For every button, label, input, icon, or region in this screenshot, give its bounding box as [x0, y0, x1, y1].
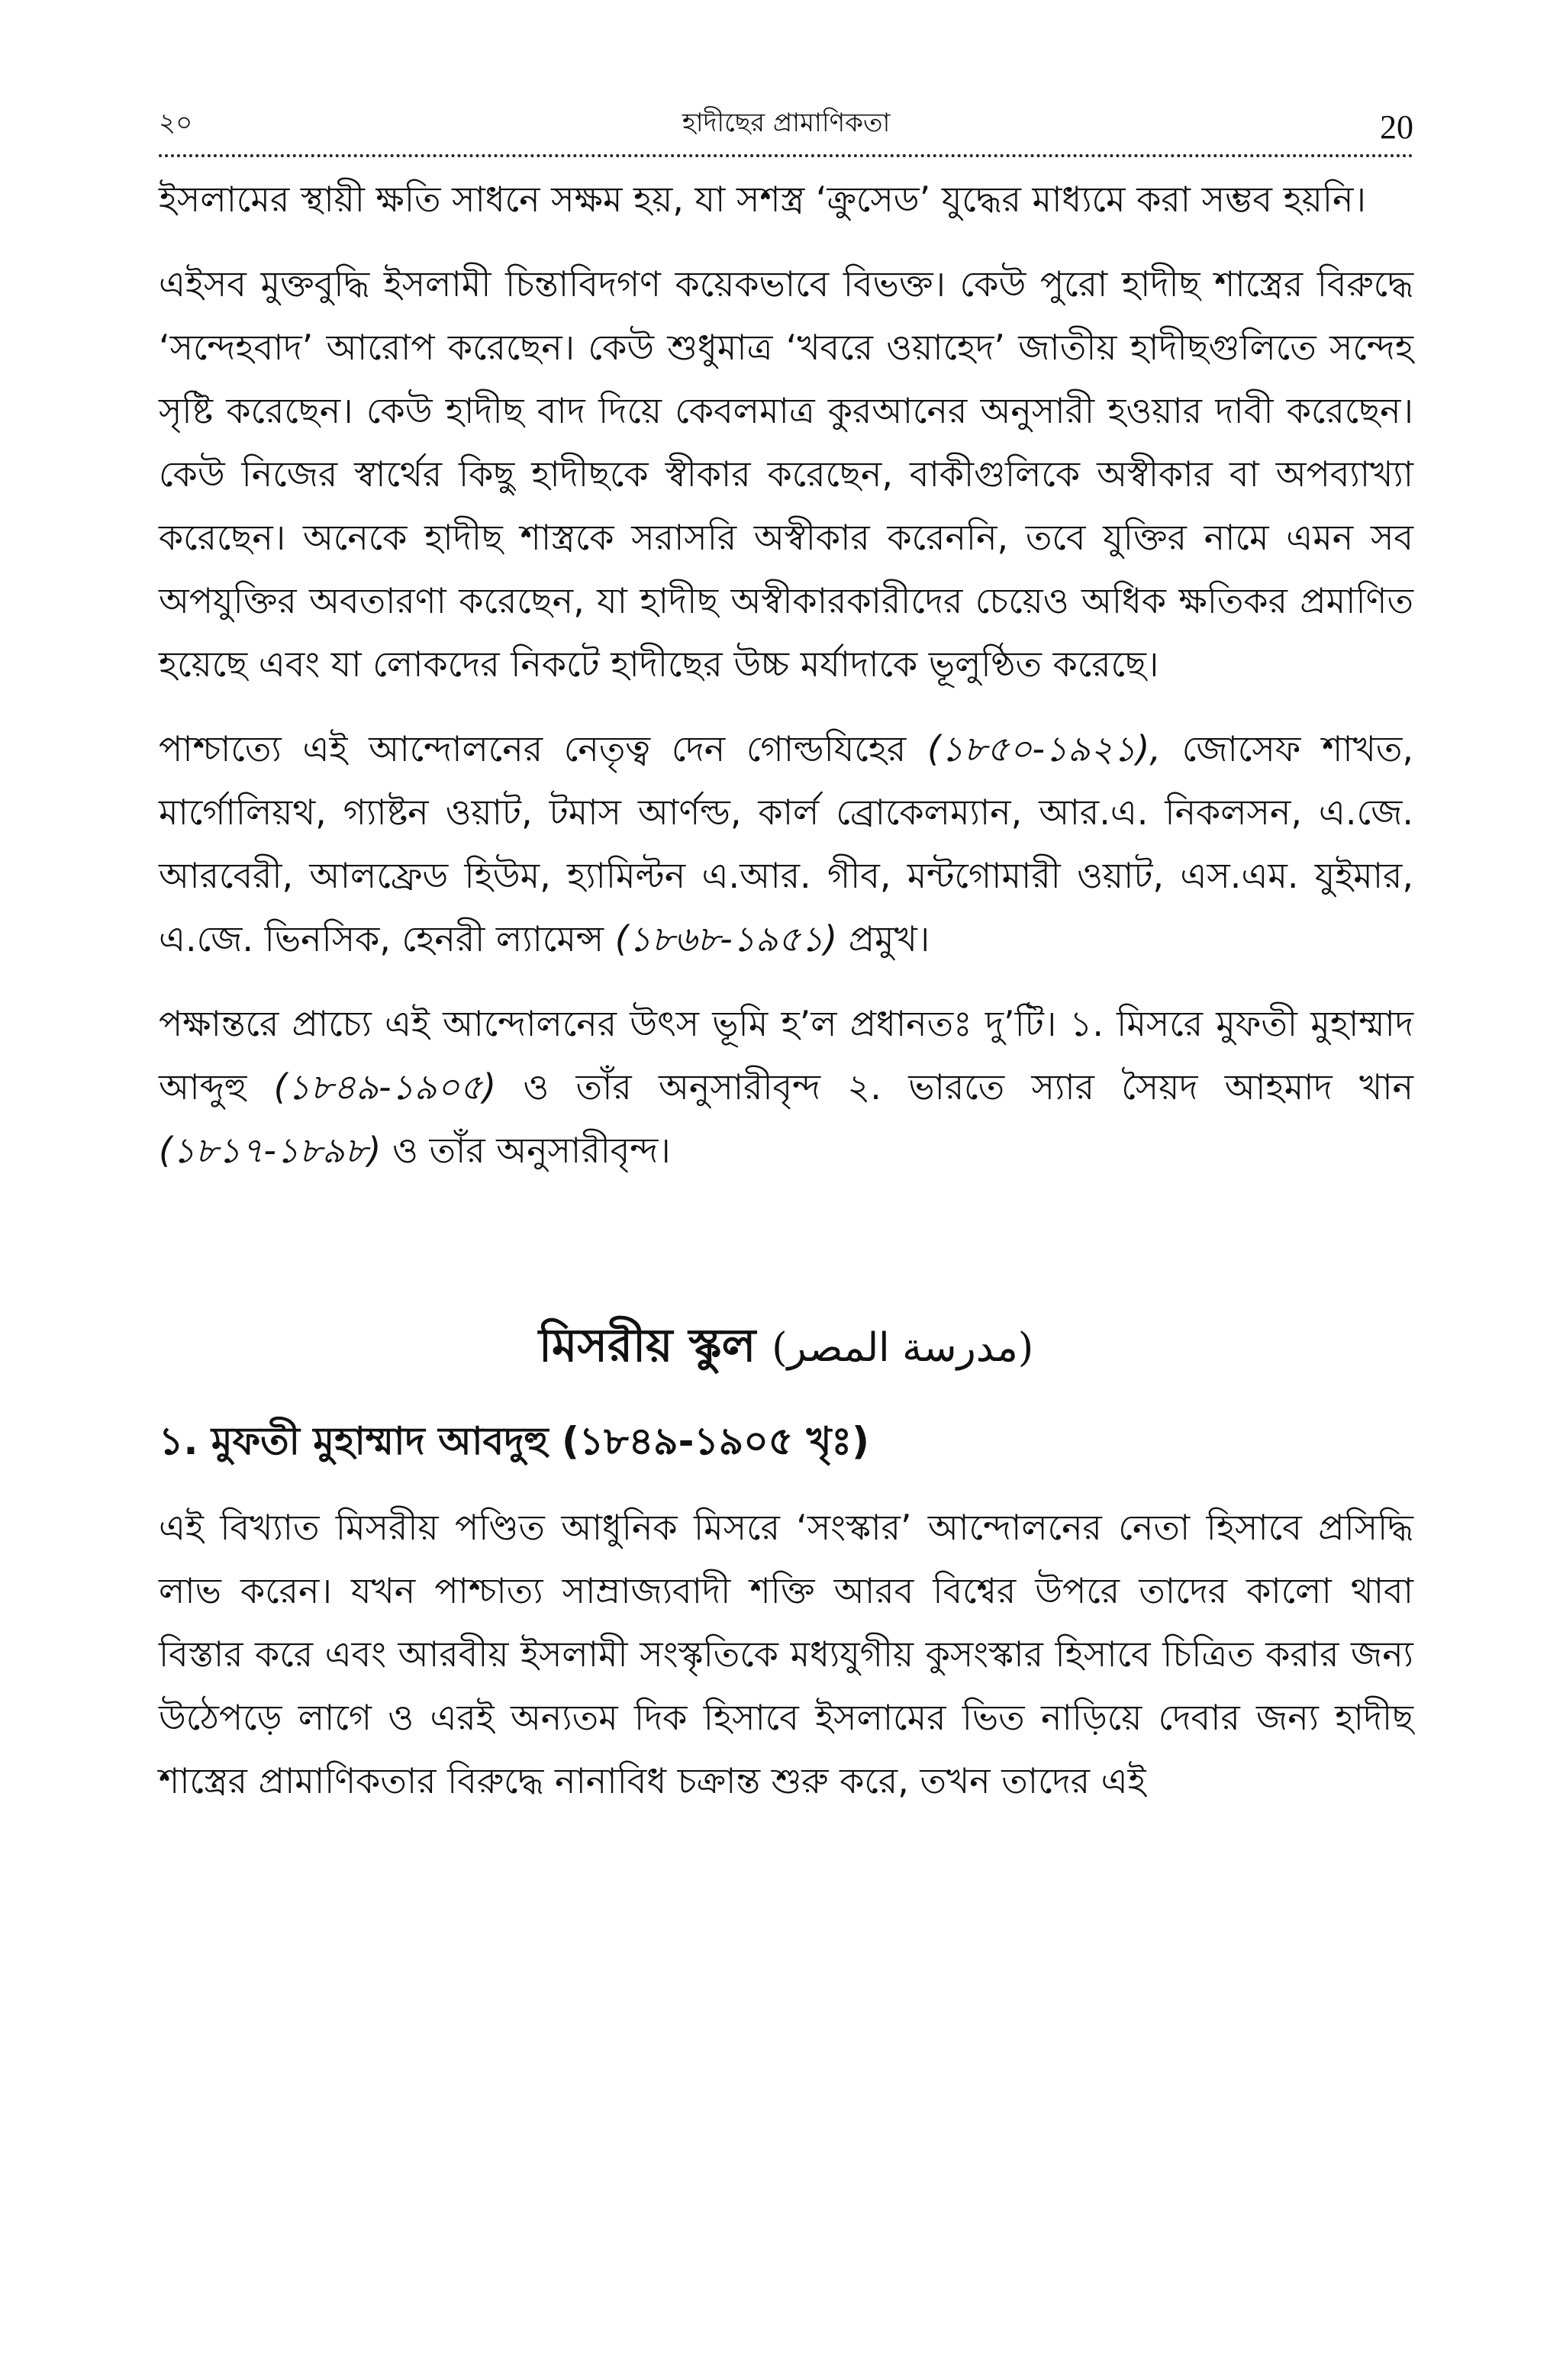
section-title-bengali: মিসরীয় স্কুল [538, 1319, 756, 1372]
running-header [159, 92, 1413, 147]
paragraph-3-text-b: জোসেফ শাখত, মার্গোলিয়থ, গ্যাষ্টন ওয়াট, টমাস আর্ণল্ড, কার্ল ব্রোকেলম্যান, আর.এ. নিকলসন, এ.জে. আরবেরী, আলফ্রেড হিউম, হ্যামিল্টন এ.আর. গীব, মন্টগোমারী ওয়াট, এস.এম. যুইমার, এ.জে. ভিনসিক, হেনরী ল্যামেন্স [159, 728, 1413, 959]
page-number: 20 [1379, 108, 1413, 146]
paragraph-3 [159, 718, 1413, 971]
paragraph-4 [159, 992, 1413, 1182]
running-title: হাদীছের প্রামাণিকতা [682, 108, 891, 138]
paragraph-4-text-c: ও তাঁর অনুসারীবৃন্দ। [381, 1130, 671, 1171]
abduh-dates: (১৮৪৯-১৯০৫) [273, 1066, 497, 1108]
sub-heading: ১. মুফতী মুহাম্মাদ আবদুহু (১৮৪৯-১৯০৫ খৃঃ) [159, 1419, 869, 1463]
paragraph-3-text-a: পাশ্চাত্যে এই আন্দোলনের নেতৃত্ব দেন গোল্ডযিহের [159, 728, 927, 769]
section-title [159, 1311, 1413, 1387]
page-number-bengali: ২০ [159, 108, 193, 138]
paragraph-5: এই বিখ্যাত মিসরীয় পণ্ডিত আধুনিক মিসরে ‘সংস্কার’ আন্দোলনের নেতা হিসাবে প্রসিদ্ধি লাভ করেন। যখন পাশ্চাত্য সাম্রাজ্যবাদী শক্তি আরব বিশ্বের উপরে তাদের কালো থাবা বিস্তার করে এবং আরবীয় ইসলামী সংস্কৃতিকে মধ্যযুগীয় কুসংস্কার হিসাবে চিত্রিত করার জন্য উঠেপড়ে লাগে ও এরই অন্যতম দিক হিসাবে ইসলামের ভিত নাড়িয়ে দেবার জন্য হাদীছ শাস্ত্রের প্রামাণিকতার বিরুদ্ধে নানাবিধ চক্রান্ত শুরু করে, তখন তাদের এই [159, 1507, 1413, 1801]
lammens-dates: (১৮৬৮-১৯৫১) [614, 918, 838, 959]
paragraph-4-text-b: ও তাঁর অনুসারীবৃন্দ ২. ভারতে স্যার সৈয়দ আহমাদ খান [496, 1066, 1413, 1108]
paragraph-4-text-a: পক্ষান্তরে প্রাচ্যে এই আন্দোলনের উৎস ভূমি হ’ল প্রধানতঃ দু’টি। ১. মিসরে মুফতী মুহাম্মাদ আব্দুহু [159, 1003, 1413, 1108]
paragraph-3-text-c: প্রমুখ। [837, 918, 930, 959]
header-dotted-rule [159, 154, 1413, 157]
syed-ahmad-dates: (১৮১৭-১৮৯৮) [159, 1130, 382, 1171]
paragraph-1: ইসলামের স্থায়ী ক্ষতি সাধনে সক্ষম হয়, যা সশস্ত্র ‘ক্রুসেড’ যুদ্ধের মাধ্যমে করা সম্ভব হয়নি। [159, 179, 1366, 220]
goldziher-dates: (১৮৫০-১৯২১), [927, 728, 1161, 769]
section-title-arabic: (مدرسة المصر) [772, 1325, 1034, 1371]
paragraph-2: এইসব মুক্তবুদ্ধি ইসলামী চিন্তাবিদগণ কয়েকভাবে বিভক্ত। কেউ পুরো হাদীছ শাস্ত্রের বিরুদ্ধে ‘সন্দেহবাদ’ আরোপ করেছেন। কেউ শুধুমাত্র ‘খবরে ওয়াহেদ’ জাতীয় হাদীছগুলিতে সন্দেহ সৃষ্টি করেছেন। কেউ হাদীছ বাদ দিয়ে কেবলমাত্র কুরআনের অনুসারী হওয়ার দাবী করেছেন। কেউ নিজের স্বার্থের কিছু হাদীছকে স্বীকার করেছেন, বাকীগুলিকে অস্বীকার বা অপব্যাখ্যা করেছেন। অনেকে হাদীছ শাস্ত্রকে সরাসরি অস্বীকার করেননি, তবে যুক্তির নামে এমন সব অপযুক্তির অবতারণা করেছেন, যা হাদীছ অস্বীকারকারীদের চেয়েও অধিক ক্ষতিকর প্রমাণিত হয়েছে এবং যা লোকদের নিকটে হাদীছের উচ্চ মর্যাদাকে ভূলুণ্ঠিত করেছে। [159, 263, 1413, 685]
